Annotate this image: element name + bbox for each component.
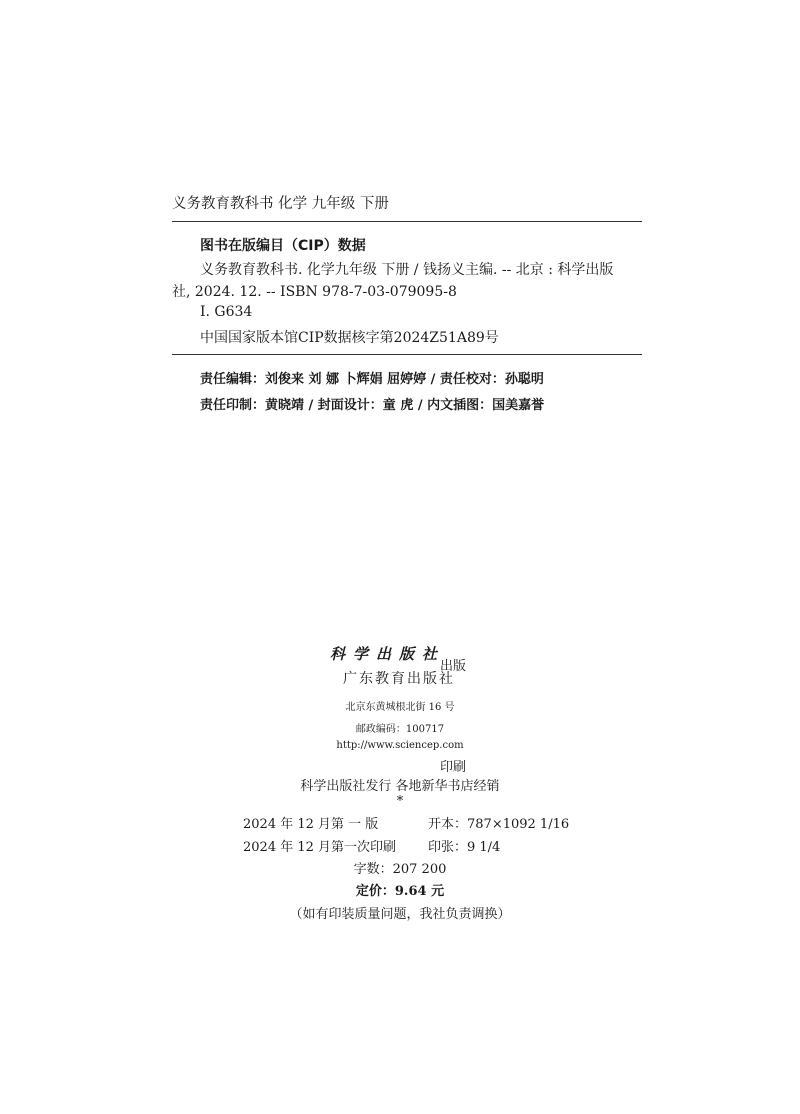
credits-line1: 责任编辑：刘俊来 刘 娜 卜辉娟 屈婷婷 / 责任校对：孙聪明: [200, 372, 544, 387]
top-divider: [172, 221, 642, 222]
middle-divider: [172, 354, 642, 355]
distribution-line: 科学出版社发行 各地新华书店经销: [300, 779, 500, 794]
word-count: 字数：207 200: [353, 862, 447, 877]
publisher-suffix: 出版: [440, 659, 467, 674]
cip-catalog-number: 中国国家版本馆CIP数据核字第2024Z51A89号: [200, 330, 499, 346]
price: 定价：9.64 元: [355, 884, 445, 899]
series-title: 义务教育教科书 化学 九年级 下册: [172, 196, 389, 212]
printing-label: 印刷: [440, 760, 467, 775]
sheets-line: 印张：9 1/4: [428, 840, 501, 855]
cip-title: 图书在版编目（CIP）数据: [200, 238, 366, 254]
asterisk: *: [396, 794, 404, 809]
edition-line: 2024 年 12 月第 一 版: [243, 817, 379, 832]
publisher-logo-text: 科学出版社: [330, 645, 446, 663]
credits-line2: 责任印制：黄晓靖 / 封面设计：童 虎 / 内文插图：国美嘉誉: [200, 398, 545, 413]
cip-record-line2: 社, 2024. 12. -- ISBN 978-7-03-079095-8: [172, 284, 457, 300]
cip-classification: Ⅰ. G634: [200, 304, 253, 320]
cip-record-line1: 义务教育教科书. 化学九年级 下册 / 钱扬义主编. -- 北京 : 科学出版: [200, 262, 614, 278]
publisher-logo: [330, 643, 445, 664]
printing-line: 2024 年 12 月第一次印刷: [243, 840, 397, 855]
quality-note: （如有印装质量问题，我社负责调换）: [289, 907, 511, 922]
co-publisher: 广东教育出版社: [343, 671, 455, 687]
publisher-address: 北京东黄城根北街 16 号: [345, 702, 455, 713]
format-line: 开本：787×1092 1/16: [428, 817, 570, 832]
postal-code: 邮政编码：100717: [355, 724, 445, 735]
website: http://www.sciencep.com: [336, 740, 464, 751]
